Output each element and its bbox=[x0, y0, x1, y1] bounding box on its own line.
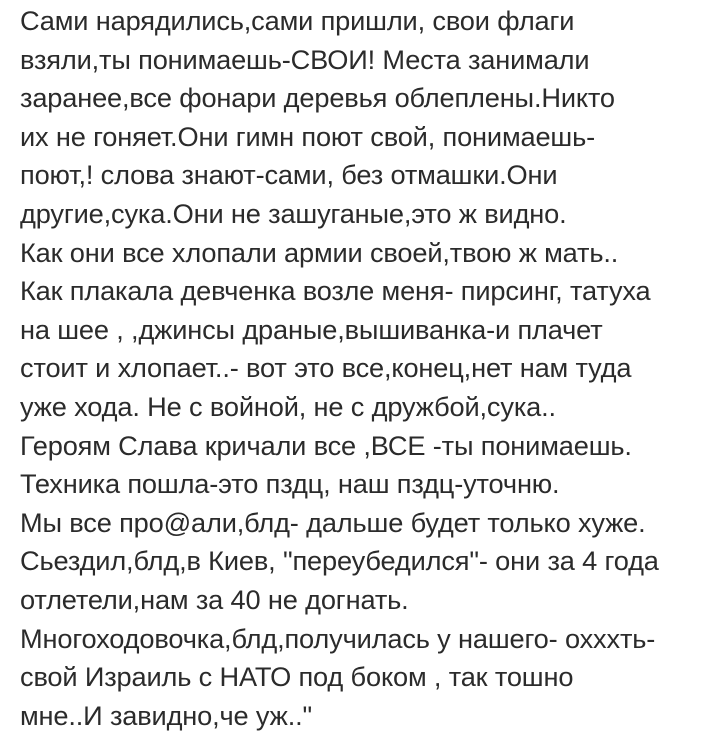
post-line: Техника пошла-это пздц, наш пздц-уточню. bbox=[20, 468, 560, 500]
post-line: мне..И завидно,че уж.." bbox=[20, 699, 313, 731]
post-line: их не гоняет.Они гимн поют свой, понимаешь- bbox=[20, 120, 596, 152]
post-line: поют,! слова знают-сами, без отмашки.Они bbox=[20, 159, 558, 191]
post-line: свой Израиль с НАТО под боком , так тошно bbox=[20, 661, 574, 693]
post-line: взяли,ты понимаешь-СВОИ! Места занимали bbox=[20, 43, 590, 75]
post-line: Сами нарядились,сами пришли, свои флаги bbox=[20, 5, 575, 36]
post-line: другие,сука.Они не зашуганые,это ж видно. bbox=[20, 197, 567, 229]
post-line: отлетели,нам за 40 не догнать. bbox=[20, 583, 409, 615]
post-line: на шее , ,джинсы драные,вышиванка-и плачет bbox=[20, 313, 603, 345]
post-line: заранее,все фонари деревья облеплены.Никто bbox=[20, 82, 615, 114]
post-line: стоит и хлопает..- вот это все,конец,нет нам туда bbox=[20, 352, 632, 384]
post-line: уже хода. Не с войной, не с дружбой,сука.. bbox=[20, 390, 556, 422]
post-line: Многоходовочка,блд,получилась у нашего- оххxть- bbox=[20, 622, 656, 654]
post-line: Сьездил,блд,в Киев, "переубедился"- они за 4 года bbox=[20, 545, 659, 577]
post-text bbox=[20, 2, 710, 735]
post-line: Героям Слава кричали все ,ВСЕ -ты понимаешь. bbox=[20, 429, 632, 461]
post-line: Как они все хлопали армии своей,твою ж мать.. bbox=[20, 236, 619, 268]
post-line: Мы все про@али,блд- дальше будет только хуже. bbox=[20, 506, 646, 538]
post-line: Как плакала девченка возле меня- пирсинг, татуха bbox=[20, 275, 651, 307]
